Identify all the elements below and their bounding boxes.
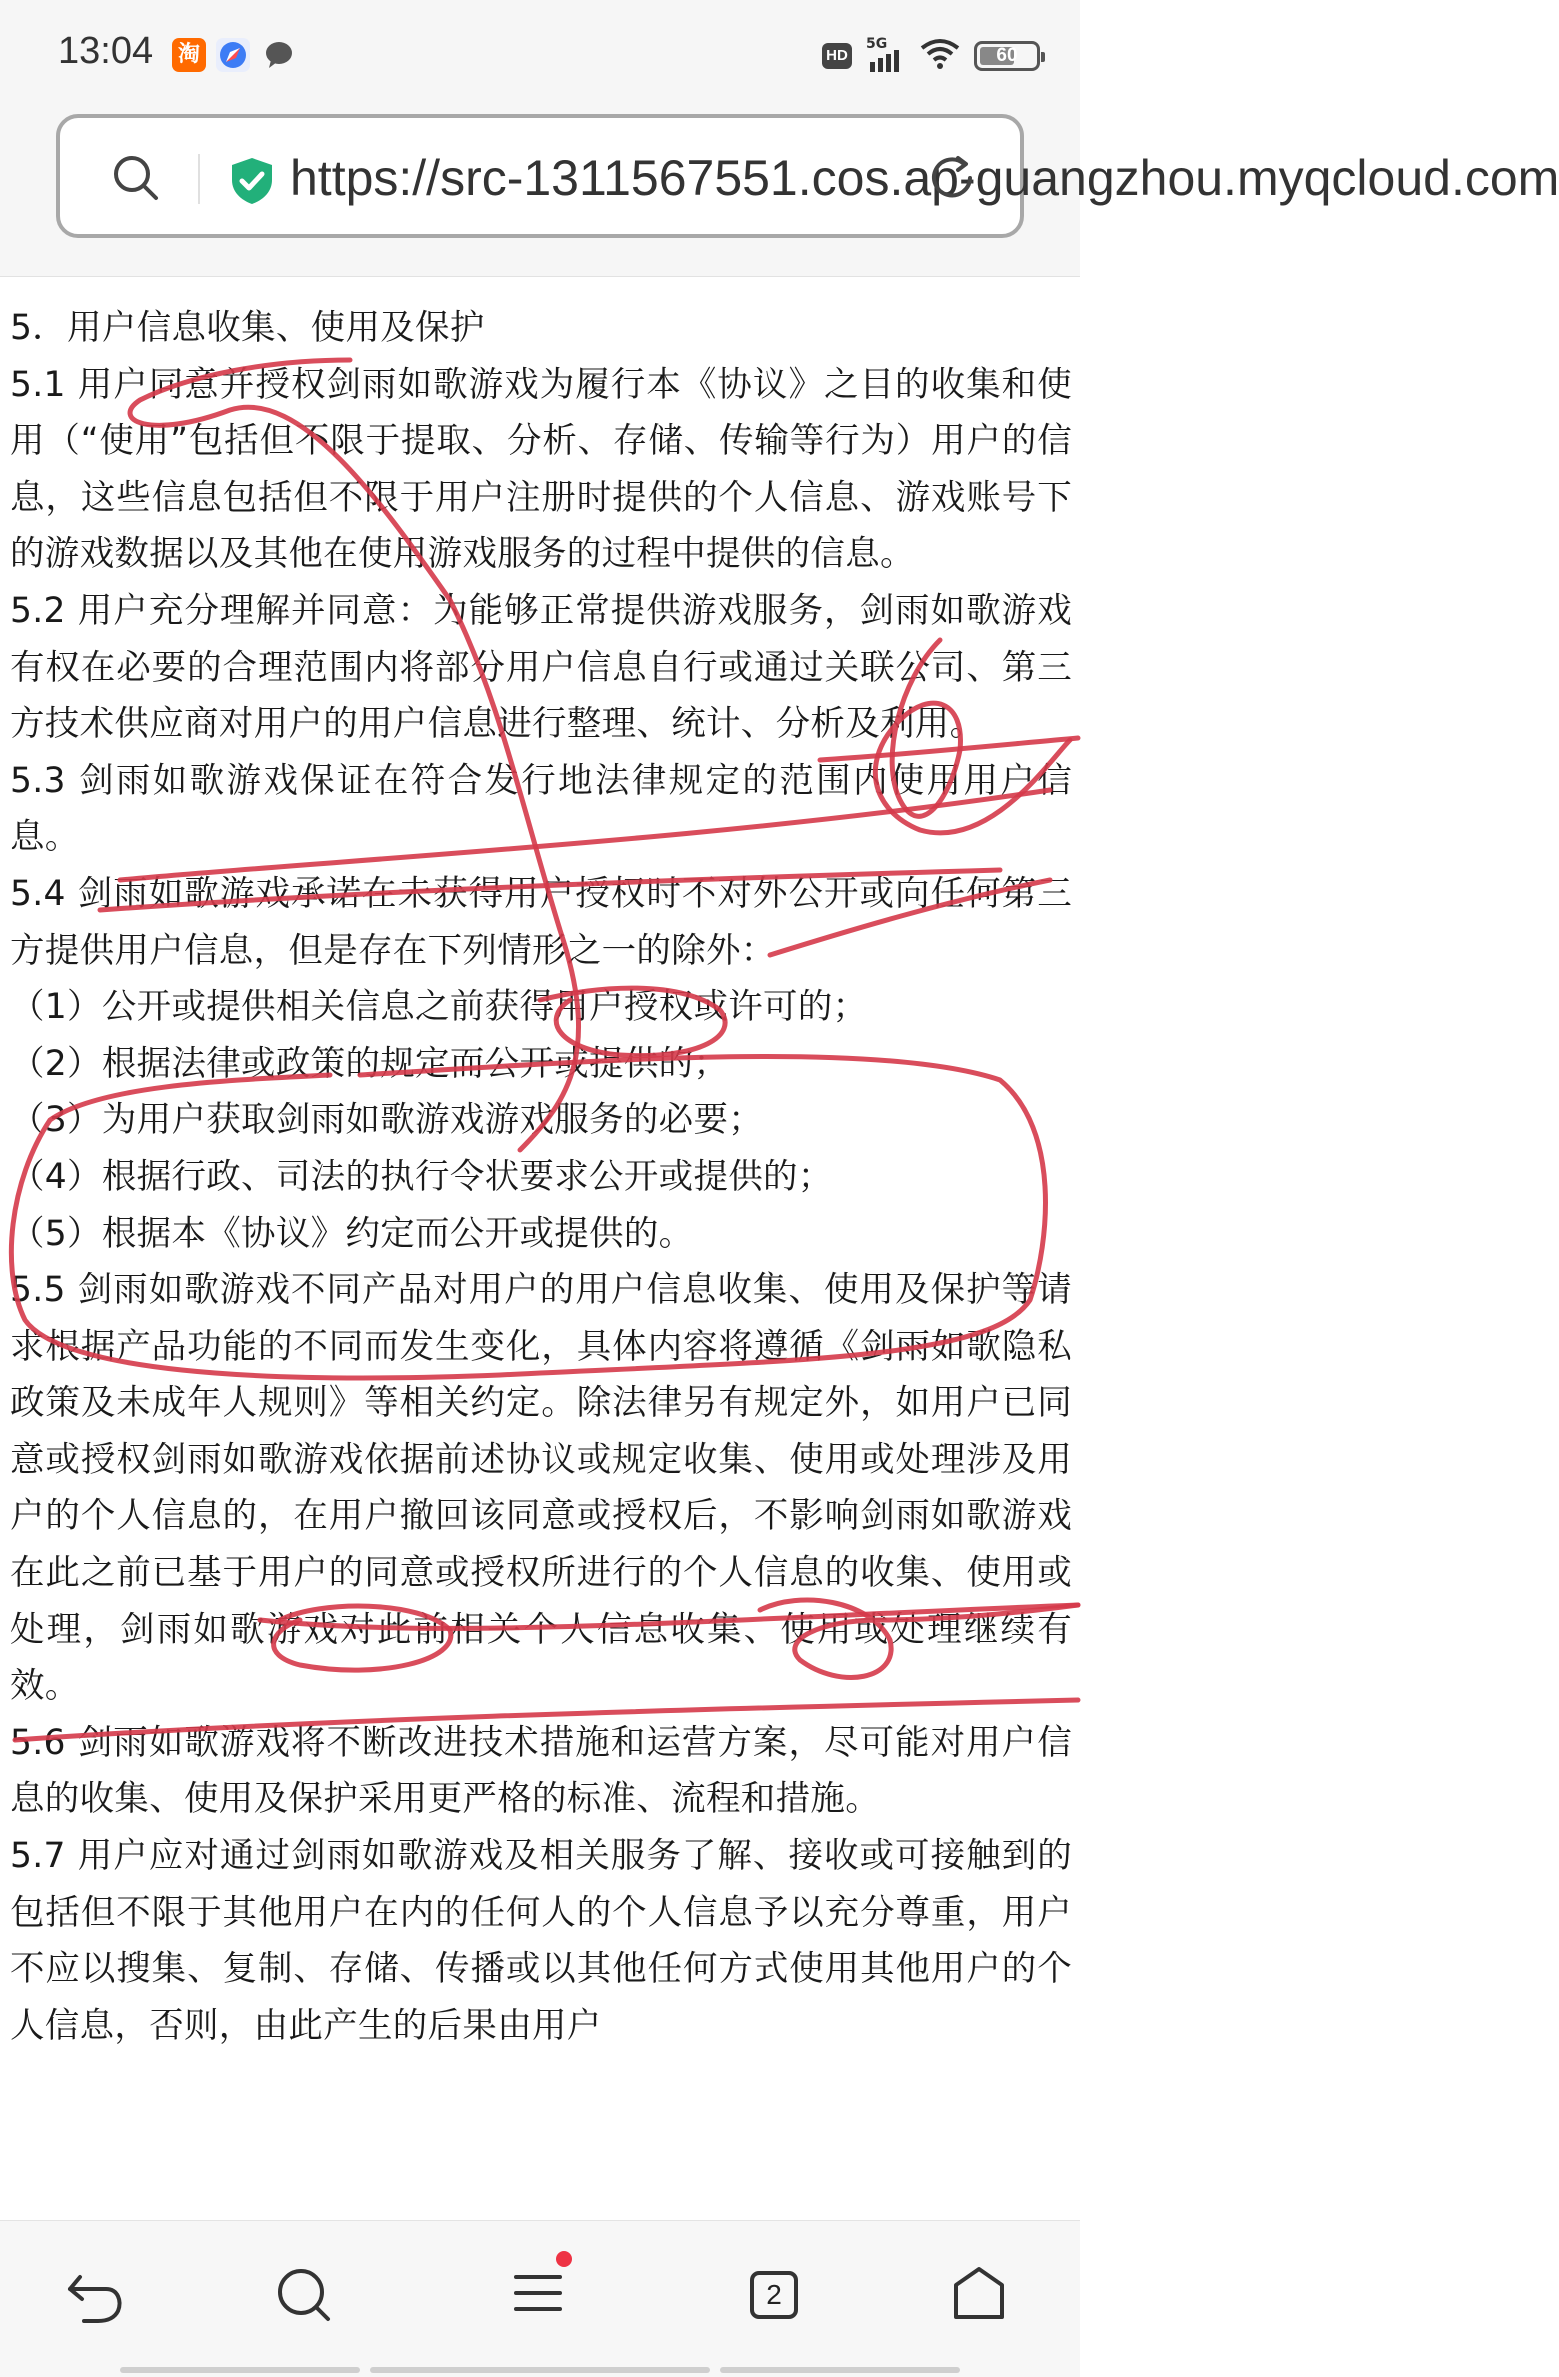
menu-icon[interactable]: [494, 2249, 584, 2339]
clause-5-1: 5.1 用户同意并授权剑雨如歌游戏为履行本《协议》之目的收集和使用（“使用”包括但不限于提取、分析、存储、传输等行为）用户的信息，这些信息包括但不限于用户注册时提供的个人信息、游戏账号下的游戏数据以及其他在使用游戏服务的过程中提供的信息。: [10, 364, 1072, 575]
exception-item-2: （2）根据法律或政策的规定而公开或提供的；: [10, 1043, 729, 1084]
exception-item-4: （4）根据行政、司法的执行令状要求公开或提供的；: [10, 1156, 833, 1197]
status-icons: [822, 36, 1040, 76]
gesture-bar-left: [120, 2367, 360, 2373]
status-bar: [0, 0, 1080, 110]
home-icon[interactable]: [934, 2249, 1024, 2339]
menu-notification-dot: [556, 2251, 572, 2267]
nav-search-icon[interactable]: [258, 2249, 348, 2339]
clause-5-7: 5.7 用户应对通过剑雨如歌游戏及相关服务了解、接收或可接触到的包括但不限于其他用户在内的任何人的个人信息予以充分尊重，用户不应以搜集、复制、存储、传播或以其他任何方式使用其他用户的个人信息，否则，由此产生的后果由用户: [10, 1836, 1072, 2046]
signal-icon: [866, 36, 906, 72]
browser-icon: [216, 38, 250, 72]
section-title: 5．用户信息收集、使用及保护: [10, 308, 485, 348]
document-content: [10, 300, 1072, 2220]
back-icon[interactable]: [52, 2249, 142, 2339]
exception-item-3: （3）为用户获取剑雨如歌游戏游戏服务的必要；: [10, 1100, 764, 1141]
clause-5-5: 5.5 剑雨如歌游戏不同产品对用户的用户信息收集、使用及保护等请求根据产品功能的不同而发生变化，具体内容将遵循《剑雨如歌隐私政策及未成年人规则》等相关约定。除法律另有规定外，如用户已同意或授权剑雨如歌游戏依据前述协议或规定收集、使用或处理涉及用户的个人信息的，在用户撤回该同意或授权后，不影响剑雨如歌游戏在此之前已基于用户的同意或授权所进行的个人信息的收集、使用或处理，剑雨如歌游戏对此前相关个人信息收集、使用或处理继续有效。: [10, 1270, 1072, 1707]
bottom-navigation: [0, 2220, 1080, 2377]
address-divider: [198, 154, 200, 204]
battery-icon: [974, 41, 1040, 71]
reload-icon[interactable]: [922, 148, 982, 212]
hd-badge: HD: [822, 43, 852, 69]
status-time: 13:04: [58, 30, 154, 72]
battery-level: 60: [996, 45, 1018, 66]
url-text[interactable]: https://src-1311567551.cos.ap-guangzhou.myqcloud.com: [290, 150, 1559, 206]
taobao-icon: 淘: [172, 38, 206, 72]
signal-label: 5G: [866, 36, 888, 52]
clause-5-3: 5.3 剑雨如歌游戏保证在符合发行地法律规定的范围内使用用户信息。: [10, 760, 1072, 858]
address-bar[interactable]: [56, 114, 1559, 238]
tabs-icon[interactable]: [730, 2249, 820, 2339]
gesture-bar-right: [720, 2367, 960, 2373]
tab-count: 2: [766, 2279, 782, 2310]
browser-toolbar: [0, 110, 1559, 277]
exception-item-5: （5）根据本《协议》约定而公开或提供的。: [10, 1213, 694, 1254]
clause-5-4: 5.4 剑雨如歌游戏承诺在未获得用户授权时不对外公开或向任何第三方提供用户信息，但是存在下列情形之一的除外：: [10, 873, 1072, 971]
search-icon[interactable]: [108, 150, 164, 210]
clause-5-6: 5.6 剑雨如歌游戏将不断改进技术措施和运营方案，尽可能对用户信息的收集、使用及保护采用更严格的标准、流程和措施。: [10, 1722, 1072, 1820]
exception-item-1: （1）公开或提供相关信息之前获得用户授权或许可的；: [10, 987, 868, 1028]
gesture-bar-center: [370, 2367, 710, 2373]
clause-5-2: 5.2 用户充分理解并同意：为能够正常提供游戏服务，剑雨如歌游戏有权在必要的合理范围内将部分用户信息自行或通过关联公司、第三方技术供应商对用户的用户信息进行整理、统计、分析及利用。: [10, 590, 1072, 745]
secure-shield-icon[interactable]: [228, 156, 276, 210]
message-icon: [262, 38, 296, 72]
wifi-icon: [920, 38, 960, 74]
